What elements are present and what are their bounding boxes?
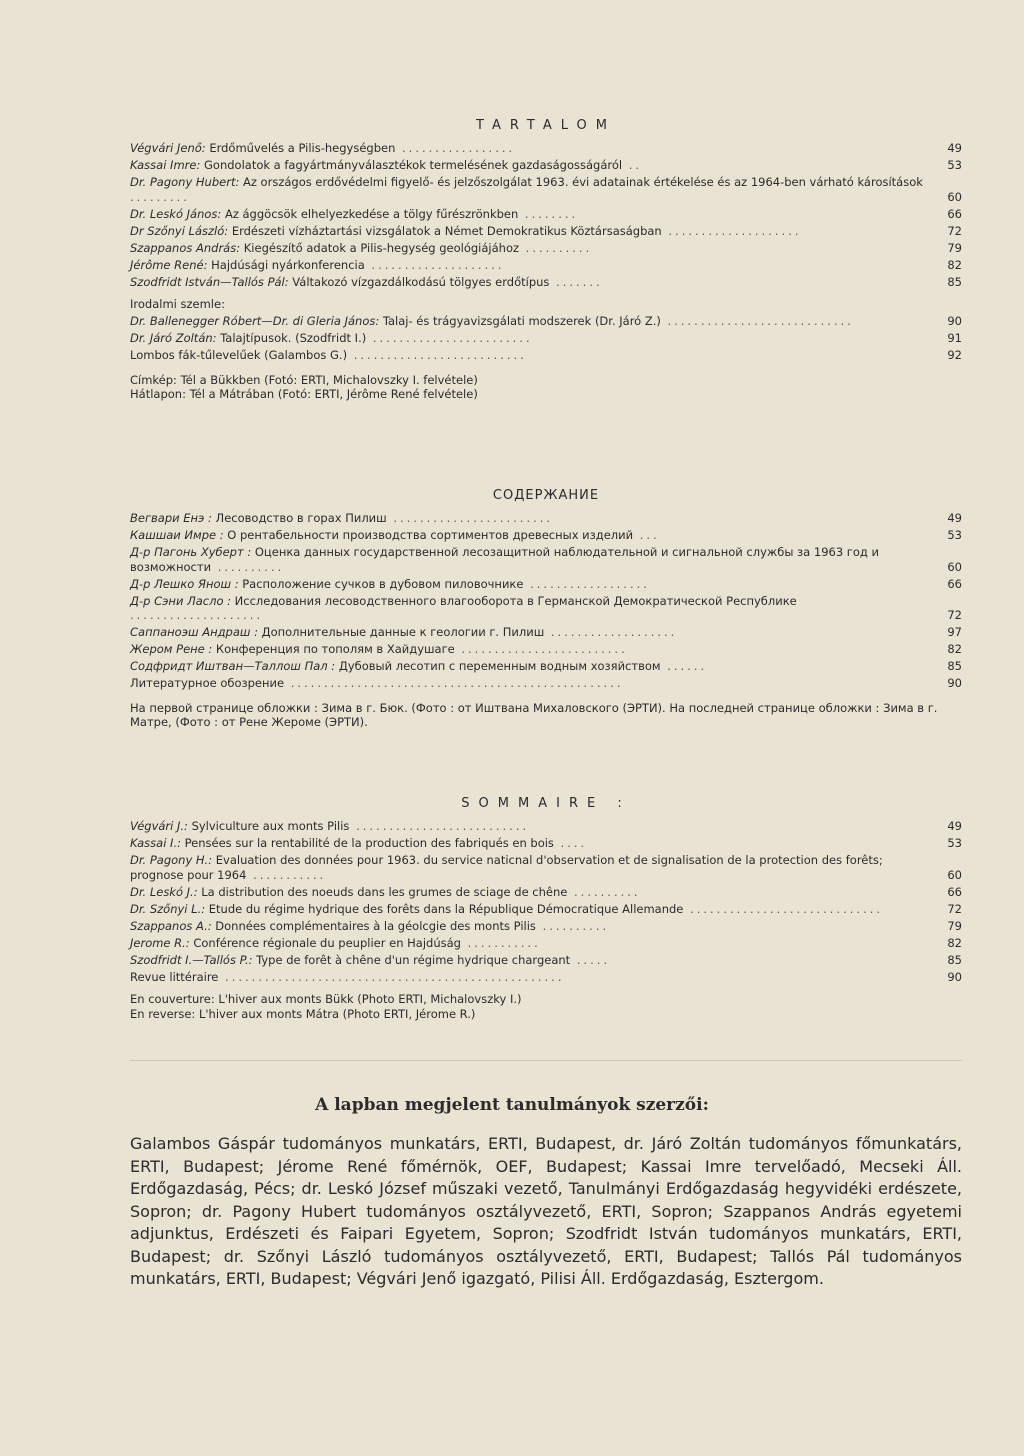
- toc-entry: Д-р Сэни Ласло : Исследования лесоводственного влагооборота в Германской Демократической Республике .................... 72: [130, 593, 962, 622]
- toc-title: О рентабельности производства сортиментов древесных изделий: [227, 528, 634, 542]
- toc-title: Lombos fák-tűlevelűek (Galambos G.): [130, 348, 348, 362]
- toc-page-number: 85: [947, 274, 962, 289]
- hungarian-contents-title: TARTALOM: [476, 118, 616, 133]
- toc-author: Dr Szőnyi László:: [130, 223, 229, 238]
- toc-page-number: 82: [947, 257, 962, 272]
- toc-title: Дополнительные данные к геологии г. Пилиш: [261, 625, 545, 639]
- toc-title: Revue littéraire: [130, 969, 219, 984]
- toc-author: Саппаноэш Андраш :: [130, 625, 258, 639]
- authors-paragraph: Galambos Gáspár tudományos munkatárs, ERTI, Budapest, dr. Járó Zoltán tudományos főmunkatárs, ERTI, Budapest; Jérome René főmérnök, OEF, Budapest; Kassai Imre tervelőadó, Mecseki Áll. Erdőgazdaság, Pécs; dr. Leskó József műszaki vezető, Tanulmányi Erdőgazdaság hegyvidéki erdészete, Sopron; dr. Pagony Hubert tudományos osztályvezető, ERTI, Sopron; Szappanos András egyetemi adjunktus, Erdészeti és Faipari Egyetem, Sopron; Szodfridt István tudományos munkatárs, ERTI, Budapest; dr. Szőnyi László tudományos osztályvezető, ERTI, Budapest; Tallós Pál tudományos munkatárs, ERTI, Budapest; Végvári Jenő igazgató, Pilisi Áll. Erdőgazdaság, Esztergom.: [130, 1134, 962, 1288]
- toc-author: Жером Рене :: [130, 642, 213, 656]
- toc-page-number: 90: [947, 314, 962, 328]
- toc-entry: Lombos fák-tűlevelűek (Galambos G.) .......................... 92: [130, 348, 962, 362]
- toc-page-number: 53: [947, 528, 962, 542]
- toc-page-number: 97: [947, 625, 962, 639]
- toc-page-number: 66: [947, 206, 962, 221]
- toc-title: Kiegészítő adatok a Pilis-hegység geológiájához: [243, 240, 520, 255]
- toc-page-number: 60: [947, 189, 962, 204]
- toc-entry: Жером Рене : Конференция по тополям в Хайдушаге ......................... 82: [130, 642, 962, 656]
- hungarian-contents: [130, 118, 962, 402]
- toc-entry: Dr. Leskó János: Az ággöcsök elhelyezkedése a tölgy fűrészrönkben ........ 66: [130, 206, 962, 221]
- authors-heading: A lapban megjelent tanulmányok szerzői:: [315, 1095, 709, 1115]
- toc-page-number: 79: [947, 240, 962, 255]
- toc-title: Литературное обозрение: [130, 676, 285, 690]
- toc-title: Конференция по тополям в Хайдушаге: [215, 642, 455, 656]
- toc-author: Д-р Сэни Ласло :: [130, 593, 232, 608]
- toc-page-number: 66: [947, 884, 962, 899]
- toc-entry: Литературное обозрение .................................................. 90: [130, 676, 962, 690]
- toc-entry: Кашшаи Имре : О рентабельности производства сортиментов древесных изделий ... 53: [130, 528, 962, 542]
- toc-author: Szappanos András:: [130, 240, 241, 255]
- toc-page-number: 53: [947, 836, 962, 850]
- toc-entry: Вегвари Енэ : Лесоводство в горах Пилиш ........................ 49: [130, 511, 962, 525]
- toc-page-number: 82: [947, 935, 962, 950]
- toc-page-number: 90: [947, 969, 962, 984]
- french-contents-title: SOMMAIRE :: [461, 796, 631, 811]
- toc-page-number: 60: [947, 867, 962, 882]
- toc-entry: Végvári J.: Sylviculture aux monts Pilis .......................... 49: [130, 819, 962, 833]
- toc-title: Исследования лесоводственного влагооборота в Германской Демократической Республике: [234, 593, 797, 608]
- toc-page-number: 66: [947, 576, 962, 591]
- divider: [130, 1060, 962, 1061]
- toc-title: Type de forêt à chêne d'un régime hydrique chargeant: [256, 952, 571, 967]
- toc-entry: Szodfridt István—Tallós Pál: Váltakozó vízgazdálkodású tölgyes erdőtípus ....... 85: [130, 274, 962, 289]
- toc-title: Hajdúsági nyárkonferencia: [211, 257, 365, 272]
- toc-entry: Dr. Járó Zoltán: Talajtípusok. (Szodfridt I.) ........................ 91: [130, 331, 962, 345]
- toc-title: Gondolatok a fagyártmányválasztékok termelésének gazdaságosságáról: [204, 158, 623, 172]
- toc-author: Кашшаи Имре :: [130, 528, 224, 542]
- toc-title: Talajtípusok. (Szodfridt I.): [220, 331, 367, 345]
- toc-page-number: 53: [947, 158, 962, 172]
- toc-page-number: 72: [947, 608, 962, 622]
- toc-title: Conférence régionale du peuplier en Hajdúság: [193, 935, 461, 950]
- toc-author: Dr. Leskó J.:: [130, 884, 198, 899]
- toc-page-number: 82: [947, 642, 962, 656]
- toc-page-number: 85: [947, 952, 962, 967]
- toc-entry: Végvári Jenő: Erdőművelés a Pilis-hegységben ................. 49: [130, 141, 962, 155]
- toc-entry: Dr. Pagony H.: Evaluation des données pour 1963. du service naticnal d'observation et de signalisation de la protection des forêts; prognose pour 1964 ........... 60: [130, 853, 962, 882]
- toc-author: Végvári J.:: [130, 819, 188, 833]
- toc-entry: Dr. Leskó J.: La distribution des noeuds dans les grumes de sciage de chêne .......... 66: [130, 884, 962, 899]
- review-label: Irodalmi szemle:: [130, 297, 225, 311]
- toc-entry: Szappanos András: Kiegészítő adatok a Pilis-hegység geológiájához .......... 79: [130, 240, 962, 255]
- toc-entry: Dr. Szőnyi L.: Etude du régime hydrique des forêts dans la République Démocratique Allemande ............................. 72: [130, 901, 962, 916]
- toc-entry: Jérôme René: Hajdúsági nyárkonferencia .................... 82: [130, 257, 962, 272]
- toc-author: Szodfridt I.—Tallós P.:: [130, 952, 253, 967]
- toc-title: Evaluation des données pour 1963. du service naticnal d'observation et de signalisation de la protection des forêts; prognose pour 1964: [130, 853, 883, 882]
- back-cover-note: En reverse: L'hiver aux monts Mátra (Photo ERTI, Jérome R.): [130, 1006, 476, 1021]
- toc-author: Jerome R.:: [130, 935, 190, 950]
- toc-page-number: 91: [947, 331, 962, 345]
- toc-title: Talaj- és trágyavizsgálati modszerek (Dr. Járó Z.): [382, 314, 661, 328]
- toc-author: Kassai Imre:: [130, 158, 201, 172]
- toc-author: Dr. Leskó János:: [130, 206, 222, 221]
- toc-page-number: 49: [947, 141, 962, 155]
- toc-author: Dr. Pagony H.:: [130, 853, 213, 867]
- cover-note: На первой странице обложки : Зима в г. Бюк. (Фото : от Иштвана Михаловского (ЭРТИ). На последней странице обложки : Зима в г. Матре, (Фото : от Рене Жероме (ЭРТИ).: [130, 700, 938, 729]
- toc-title: Расположение сучков в дубовом пиловочнике: [242, 576, 524, 591]
- toc-entry: Д-р Лешко Янош : Расположение сучков в дубовом пиловочнике .................. 66: [130, 576, 962, 591]
- toc-title: Erdészeti vízháztartási vizsgálatok a Német Demokratikus Köztársaságban: [231, 223, 662, 238]
- toc-title: Sylviculture aux monts Pilis: [191, 819, 350, 833]
- toc-page-number: 72: [947, 223, 962, 238]
- toc-author: Végvári Jenő:: [130, 141, 206, 155]
- back-cover-note: Hátlapon: Tél a Mátrában (Fotó: ERTI, Jérôme René felvétele): [130, 387, 478, 401]
- russian-contents: [130, 488, 962, 730]
- toc-author: Dr. Ballenegger Róbert—Dr. di Gleria János:: [130, 314, 380, 328]
- toc-entry: Содфридт Иштван—Таллош Пал : Дубовый лесотип с переменным водным хозяйством ...... 85: [130, 659, 962, 673]
- toc-title: Лесоводство в горах Пилиш: [215, 511, 387, 525]
- toc-title: Etude du régime hydrique des forêts dans la République Démocratique Allemande: [208, 901, 684, 916]
- toc-entry: Kassai I.: Pensées sur la rentabilité de la production des fabriqués en bois .... 53: [130, 836, 962, 850]
- toc-author: Szodfridt István—Tallós Pál:: [130, 274, 289, 289]
- cover-note: Címkép: Tél a Bükkben (Fotó: ERTI, Michalovszky I. felvétele): [130, 372, 478, 387]
- toc-entry: Dr. Ballenegger Róbert—Dr. di Gleria János: Talaj- és trágyavizsgálati modszerek (Dr. Járó Z.) ............................ 90: [130, 314, 962, 328]
- toc-title: Pensées sur la rentabilité de la production des fabriqués en bois: [184, 836, 554, 850]
- toc-author: Jérôme René:: [130, 257, 208, 272]
- toc-page-number: 49: [947, 511, 962, 525]
- toc-page-number: 90: [947, 676, 962, 690]
- toc-author: Kassai I.:: [130, 836, 181, 850]
- toc-title: Données complémentaires à la géolcgie des monts Pilis: [215, 918, 536, 933]
- toc-title: Дубовый лесотип с переменным водным хозяйством: [338, 659, 661, 673]
- french-contents: [130, 796, 962, 1021]
- toc-page-number: 49: [947, 819, 962, 833]
- toc-title: Оценка данных государственной лесозащитной наблюдательной и сигнальной службы за 1963 год и возможности: [130, 545, 879, 574]
- toc-entry: Dr Szőnyi László: Erdészeti vízháztartási vizsgálatok a Német Demokratikus Köztársaságban .................... 72: [130, 223, 962, 238]
- toc-entry: Szappanos A.: Données complémentaires à la géolcgie des monts Pilis .......... 79: [130, 918, 962, 933]
- toc-author: Szappanos A.:: [130, 918, 212, 933]
- toc-page-number: 85: [947, 659, 962, 673]
- toc-entry: Kassai Imre: Gondolatok a fagyártmányválasztékok termelésének gazdaságosságáról .. 53: [130, 158, 962, 172]
- toc-title: Váltakozó vízgazdálkodású tölgyes erdőtípus: [292, 274, 550, 289]
- toc-entry: Д-р Пагонь Хуберт : Оценка данных государственной лесозащитной наблюдательной и сигнальной службы за 1963 год и возможности .......... 60: [130, 545, 962, 574]
- toc-title: Az országos erdővédelmi figyelő- és jelzőszolgálat 1963. évi adatainak értékelése és az 1964-ben várható károsítások: [243, 175, 923, 189]
- toc-entry: Szodfridt I.—Tallós P.: Type de forêt à chêne d'un régime hydrique chargeant ..... 85: [130, 952, 962, 967]
- toc-page-number: 92: [947, 348, 962, 362]
- toc-page-number: 79: [947, 918, 962, 933]
- toc-entry: Jerome R.: Conférence régionale du peuplier en Hajdúság ........... 82: [130, 935, 962, 950]
- toc-page-number: 72: [947, 901, 962, 916]
- toc-author: Dr. Járó Zoltán:: [130, 331, 217, 345]
- toc-author: Dr. Szőnyi L.:: [130, 901, 206, 916]
- toc-author: Вегвари Енэ :: [130, 511, 212, 525]
- toc-title: Erdőművelés a Pilis-hegységben: [209, 141, 396, 155]
- toc-page-number: 60: [947, 559, 962, 574]
- toc-author: Dr. Pagony Hubert:: [130, 175, 240, 189]
- toc-title: La distribution des noeuds dans les grumes de sciage de chêne: [201, 884, 568, 899]
- toc-author: Д-р Пагонь Хуберт :: [130, 545, 252, 559]
- cover-note: En couverture: L'hiver aux monts Bükk (Photo ERTI, Michalovszky I.): [130, 992, 522, 1006]
- toc-author: Д-р Лешко Янош :: [130, 576, 239, 591]
- toc-entry: Revue littéraire ................................................... 90: [130, 969, 962, 984]
- toc-entry: Dr. Pagony Hubert: Az országos erdővédelmi figyelő- és jelzőszolgálat 1963. évi adatainak értékelése és az 1964-ben várható károsítások ......... 60: [130, 175, 962, 204]
- russian-contents-title: СОДЕРЖАНИЕ: [492, 488, 600, 503]
- toc-author: Содфридт Иштван—Таллош Пал :: [130, 659, 336, 673]
- toc-entry: Саппаноэш Андраш : Дополнительные данные к геологии г. Пилиш ................... 97: [130, 625, 962, 639]
- toc-title: Az ággöcsök elhelyezkedése a tölgy fűrészrönkben: [224, 206, 519, 221]
